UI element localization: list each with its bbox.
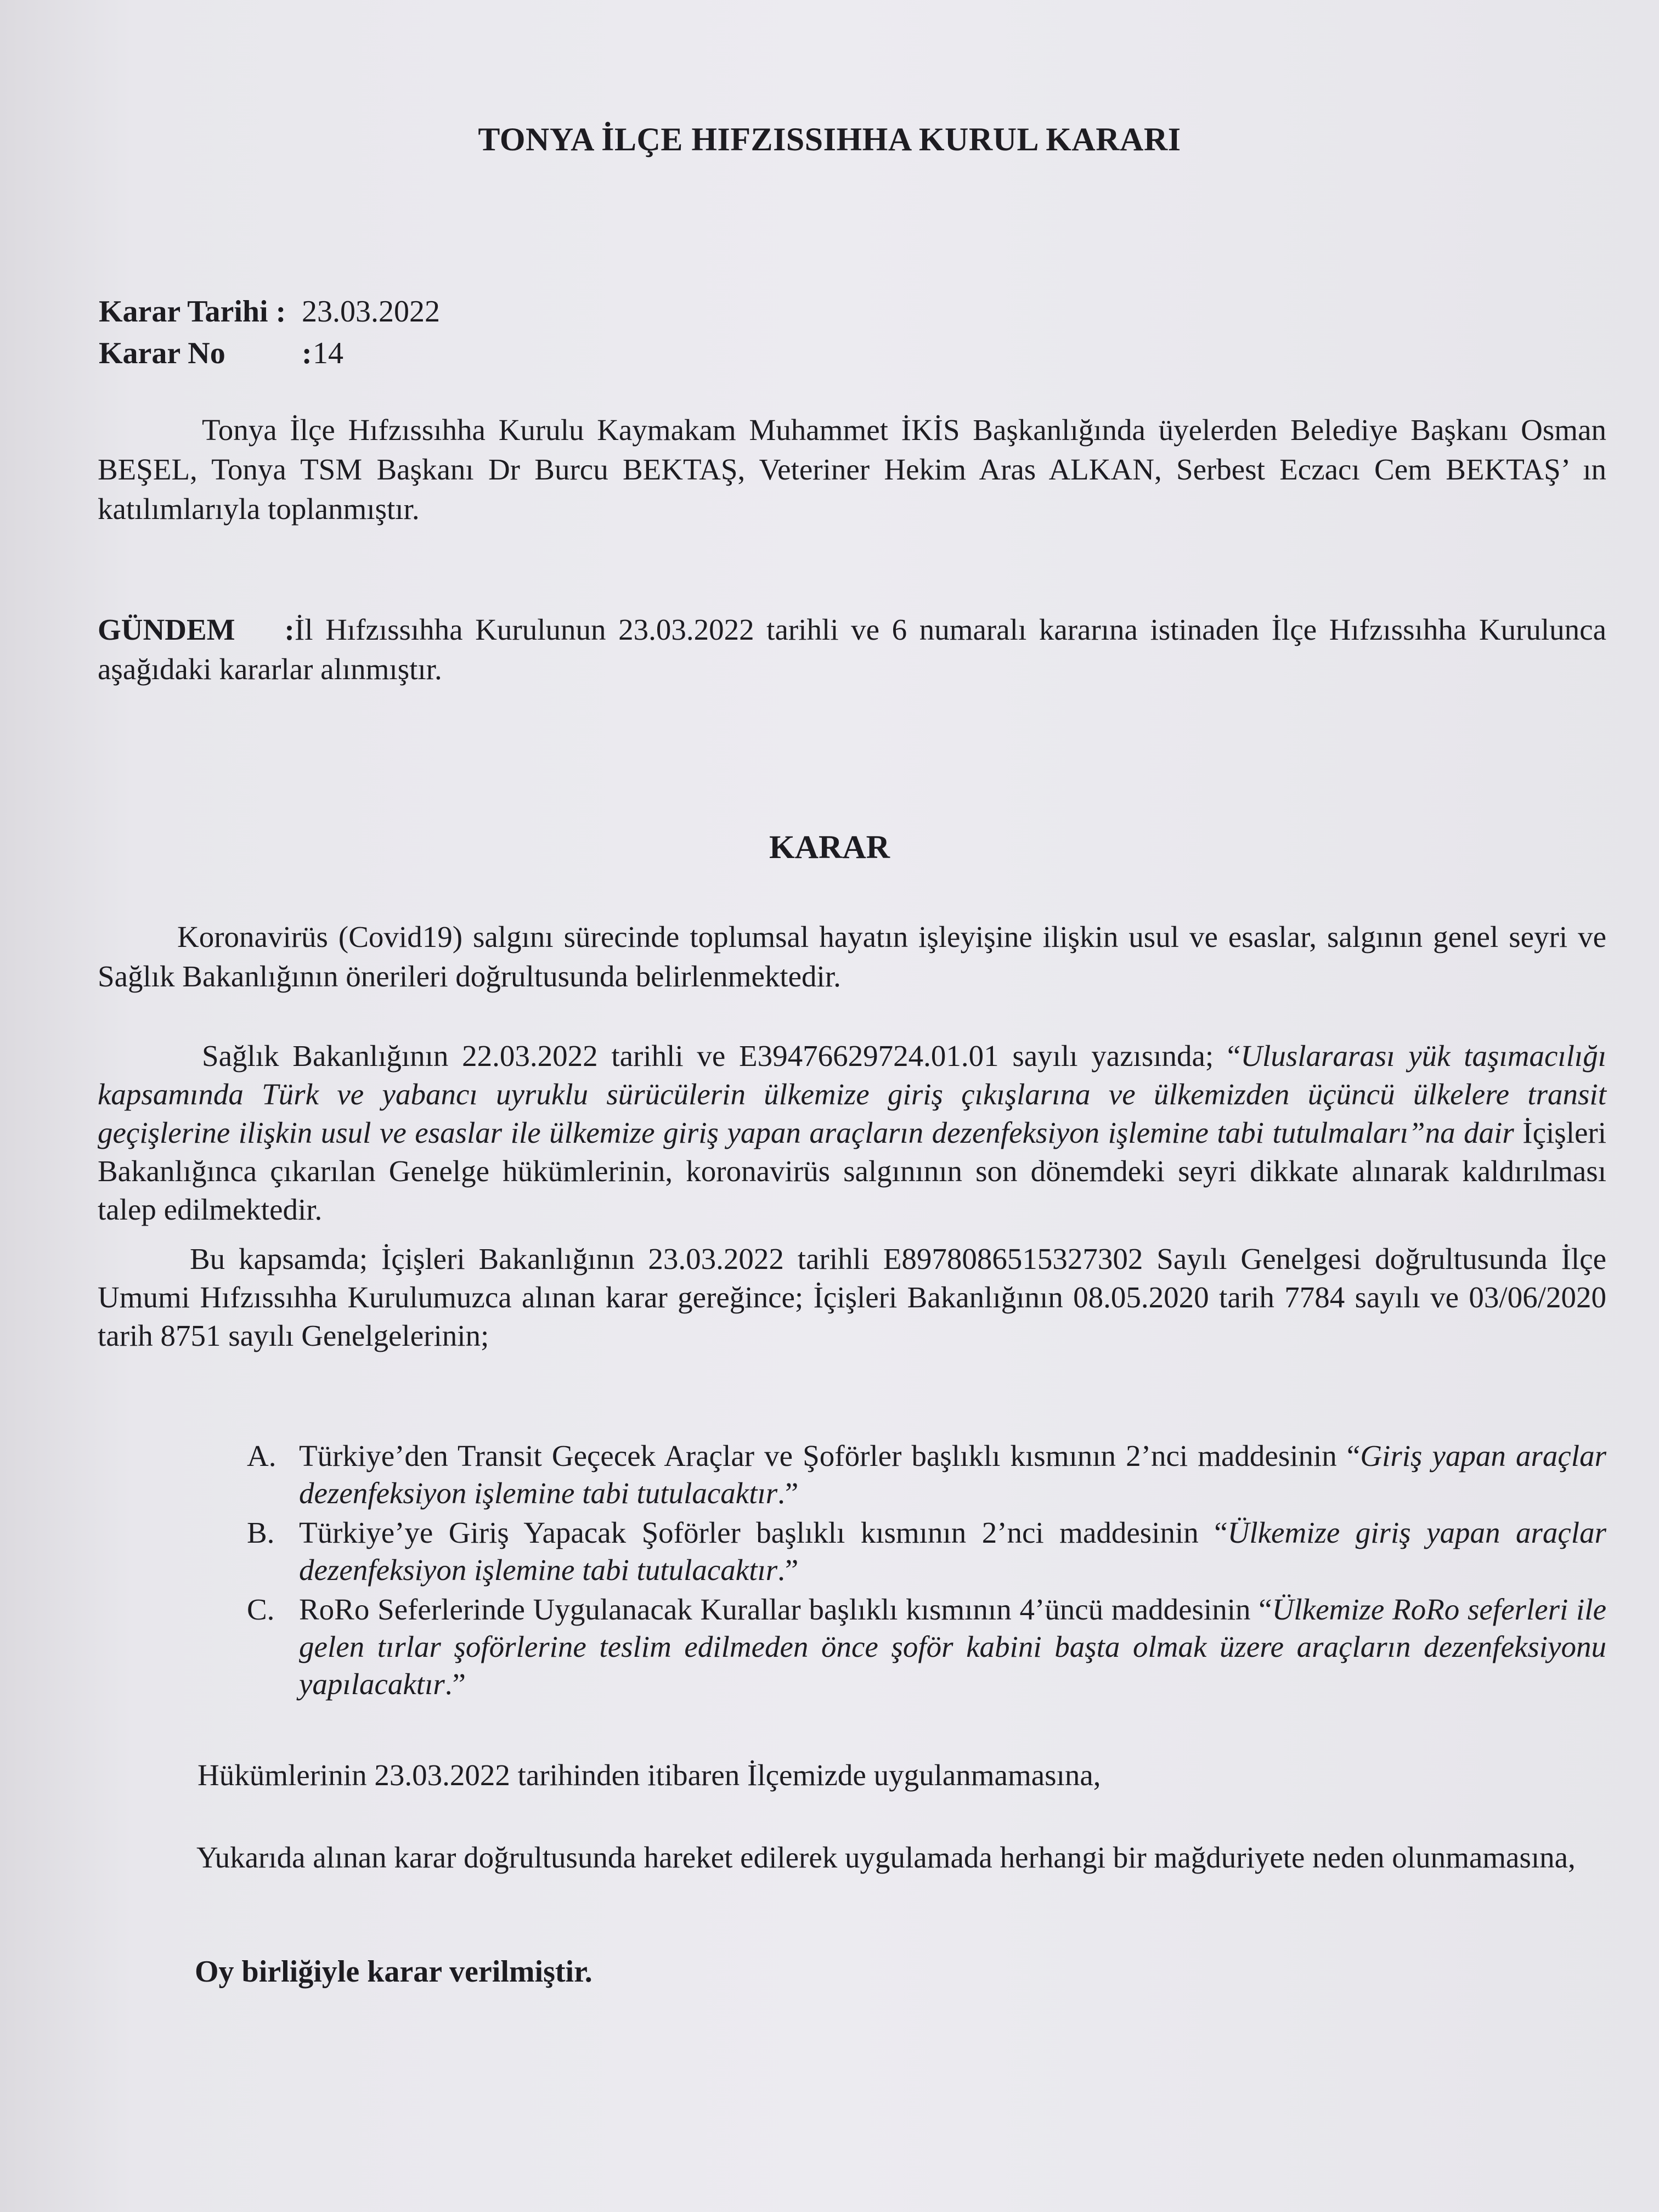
agenda-text: İl Hıfzıssıhha Kurulunun 23.03.2022 tarihli ve 6 numaralı kararına istinaden İlçe Hıfzıssıhha Kurulunca aşağıdaki kararlar alınmıştır.	[98, 613, 1606, 686]
list-item: B. Türkiye’ye Giriş Yapacak Şoförler başlıklı kısmının 2’nci maddesinin “Ülkemize giriş yapan araçlar dezenfeksiyon işlemine tabi tutulacaktır.”	[247, 1516, 1606, 1587]
paragraph-2: Sağlık Bakanlığının 22.03.2022 tarihli ve E39476629724.01.01 sayılı yazısında; “Uluslararası yük taşımacılığı kapsamında Türk ve yabancı uyruklu sürücülerin ülkemize giriş çıkışlarına ve ülkemizden üçüncü ülkelere transit geçişlerine ilişkin usul ve esaslar ile ülkemize giriş yapan araçların dezenfeksiyon işlemine tabi tutulmaları”na dair İçişleri Bakanlığınca çıkarılan Genelge hükümlerinin, koronavirüs salgınının son dönemdeki seyri dikkate alınarak kaldırılması talep edilmektedir.	[98, 1039, 1606, 1226]
quoted-directive: Uluslararası yük taşımacılığı kapsamında Türk ve yabancı uyruklu sürücülerin ülkemize giriş çıkışlarına ve ülkemizden üçüncü ülkelere transit geçişlerine ilişkin usul ve esaslar ile ülkemize giriş yapan araçların dezenfeksiyon işlemine tabi tutulmaları”na dair	[98, 1039, 1606, 1149]
decision-date-row: Karar Tarihi : 23.03.2022	[99, 295, 440, 329]
list-item: A. Türkiye’den Transit Geçecek Araçlar ve Şoförler başlıklı kısmının 2’nci maddesinin “Giriş yapan araçlar dezenfeksiyon işlemine tabi tutulacaktır.”	[247, 1439, 1606, 1510]
agenda-paragraph: GÜNDEM :İl Hıfzıssıhha Kurulunun 23.03.2022 tarihli ve 6 numaralı kararına istinaden İlçe Hıfzıssıhha Kurulunca aşağıdaki kararlar alınmıştır.	[98, 613, 1606, 686]
agenda-label: GÜNDEM	[98, 613, 235, 646]
paragraph-4: Hükümlerinin 23.03.2022 tarihinden itibaren İlçemizde uygulanmamasına,	[198, 1758, 1101, 1792]
decision-date-label: Karar Tarihi	[99, 295, 268, 329]
paragraph-1: Koronavirüs (Covid19) salgını sürecinde toplumsal hayatın işleyişine ilişkin usul ve esaslar, salgının genel seyri ve Sağlık Bakanlığının önerileri doğrultusunda belirlenmektedir.	[98, 920, 1606, 993]
provision-list	[247, 1437, 1606, 1705]
decision-number-row: Karar No : 14	[99, 336, 343, 370]
intro-paragraph: Tonya İlçe Hıfzıssıhha Kurulu Kaymakam Muhammet İKİS Başkanlığında üyelerden Belediye Başkanı Osman BEŞEL, Tonya TSM Başkanı Dr Burcu BEKTAŞ, Veteriner Hekim Aras ALKAN, Serbest Eczacı Cem BEKTAŞ’ ın katılımlarıyla toplanmıştır.	[98, 413, 1606, 526]
decision-number-label: Karar No	[99, 336, 225, 370]
decision-date-value: 23.03.2022	[302, 295, 440, 329]
list-item: C. RoRo Seferlerinde Uygulanacak Kurallar başlıklı kısmının 4’üncü maddesinin “Ülkemize RoRo seferleri ile gelen tırlar şoförlerine teslim edilmeden önce şoför kabini başta olmak üzere araçların dezenfeksiyonu yapılacaktır.”	[247, 1593, 1606, 1701]
paragraph-3: Bu kapsamda; İçişleri Bakanlığının 23.03.2022 tarihli E8978086515327302 Sayılı Genelgesi doğrultusunda İlçe Umumi Hıfzıssıhha Kurulumuzca alınan karar gereğince; İçişleri Bakanlığının 08.05.2020 tarih 7784 sayılı ve 03/06/2020 tarih 8751 sayılı Genelgelerinin;	[98, 1242, 1606, 1352]
closing-statement: Oy birliğiyle karar verilmiştir.	[195, 1955, 592, 1989]
decision-number-value: 14	[313, 336, 343, 370]
paragraph-5: Yukarıda alınan karar doğrultusunda hareket edilerek uygulamada herhangi bir mağduriyete neden olunmamasına,	[196, 1841, 1576, 1874]
section-heading: KARAR	[769, 829, 890, 865]
document-title: TONYA İLÇE HIFZISSIHHA KURUL KARARI	[478, 121, 1181, 157]
